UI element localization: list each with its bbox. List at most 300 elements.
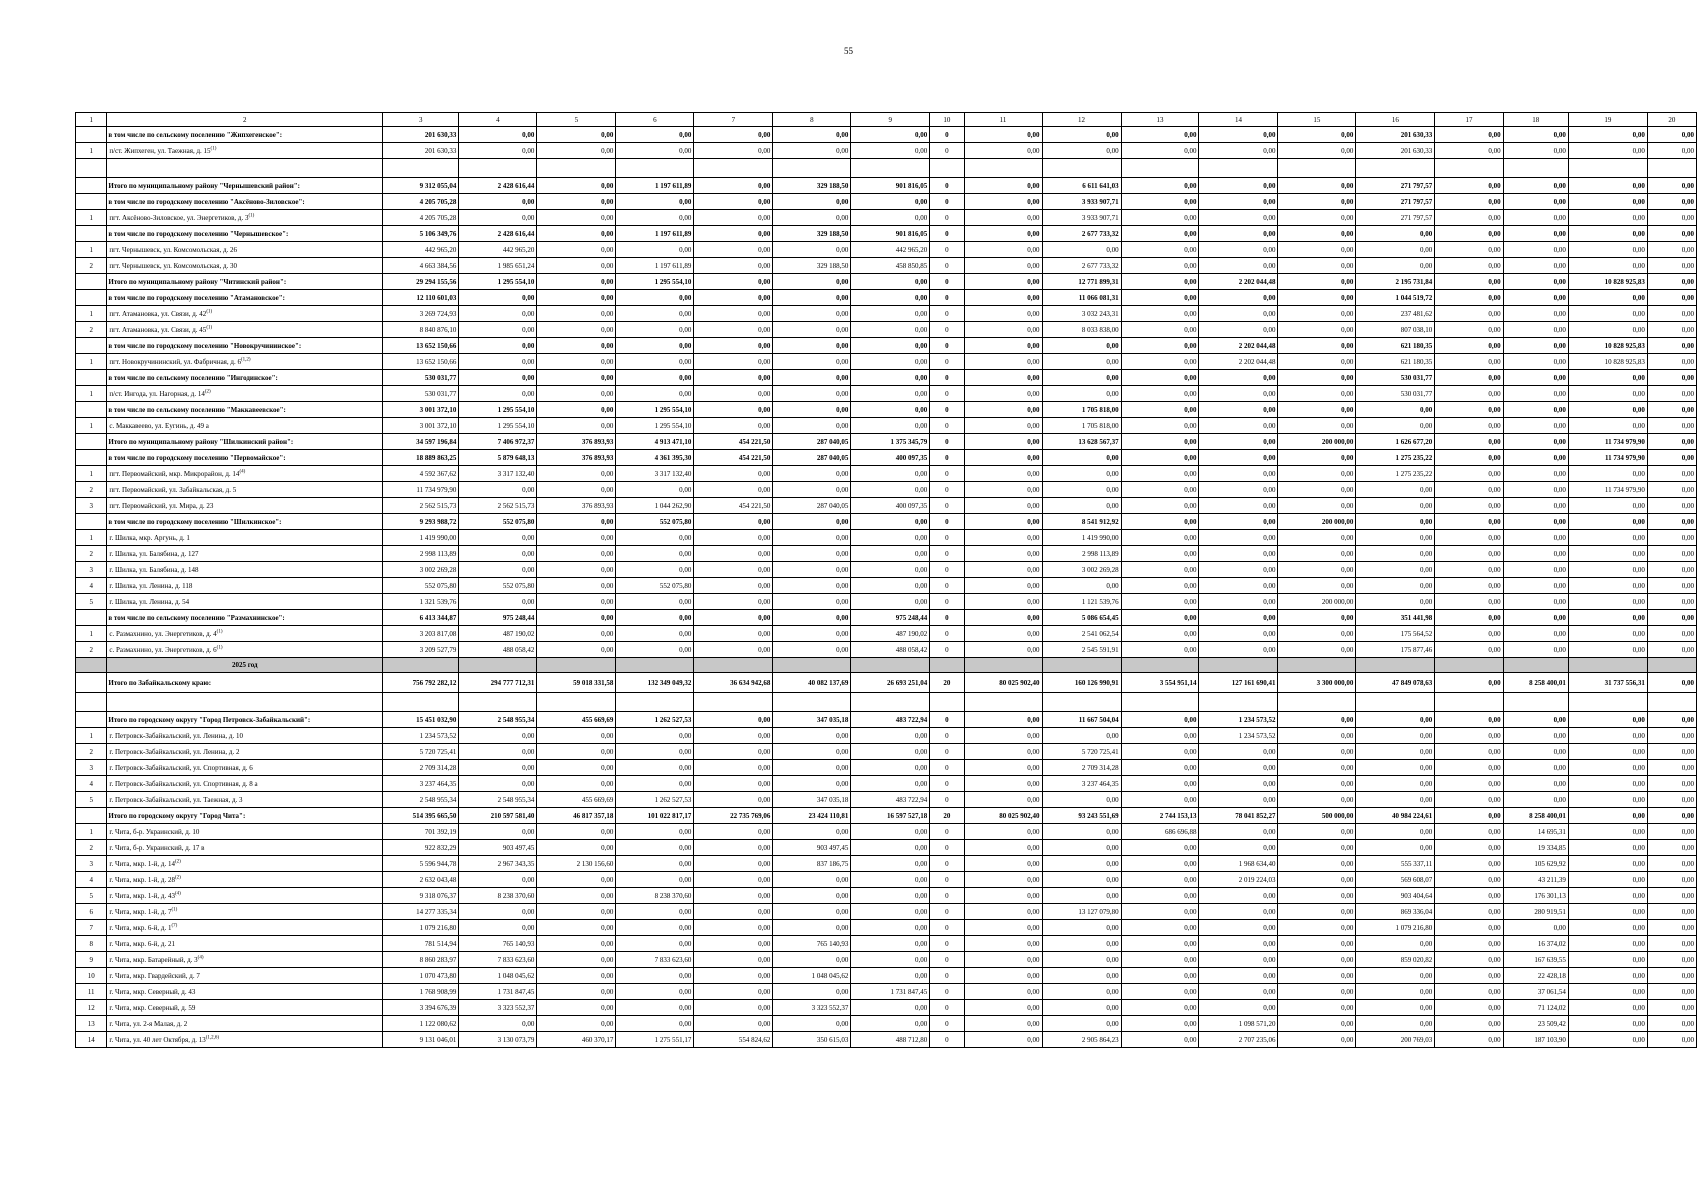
- value-cell: 0,00: [1503, 370, 1568, 386]
- column-header: 5: [537, 113, 616, 127]
- value-cell: 0,00: [1199, 776, 1278, 792]
- value-cell: 0: [930, 920, 964, 936]
- value-cell: 14 695,31: [1503, 824, 1568, 840]
- row-number: 1: [76, 306, 107, 322]
- value-cell: 0: [930, 354, 964, 370]
- value-cell: 1 121 539,76: [1042, 594, 1121, 610]
- value-cell: 0,00: [964, 514, 1042, 530]
- value-cell: 0,00: [1121, 434, 1199, 450]
- address-cell: [107, 466, 383, 482]
- value-cell: 0,00: [773, 546, 851, 562]
- value-cell: 0,00: [459, 482, 537, 498]
- value-cell: 0,00: [616, 984, 694, 1000]
- value-cell: 869 336,04: [1356, 904, 1435, 920]
- table-cell: [694, 658, 773, 673]
- value-cell: 0,00: [1568, 824, 1647, 840]
- value-cell: 0,00: [1435, 673, 1503, 693]
- value-cell: 0,00: [1042, 386, 1121, 402]
- value-cell: 0,00: [1199, 402, 1278, 418]
- value-cell: 0,00: [964, 1000, 1042, 1016]
- value-cell: 0,00: [1199, 418, 1278, 434]
- value-cell: 765 140,93: [773, 936, 851, 952]
- value-cell: 0,00: [773, 354, 851, 370]
- subtotal-row: [76, 610, 1697, 626]
- address-cell: Итого по муниципальному району "Читинский район":: [107, 274, 383, 290]
- value-cell: 1 705 818,00: [1042, 418, 1121, 434]
- value-cell: 0,00: [1503, 498, 1568, 514]
- value-cell: 0,00: [1278, 242, 1356, 258]
- value-cell: 0,00: [1199, 968, 1278, 984]
- value-cell: 8 258 400,01: [1503, 808, 1568, 824]
- value-cell: 0,00: [694, 194, 773, 210]
- value-cell: 488 058,42: [851, 642, 930, 658]
- value-cell: 0,00: [1278, 562, 1356, 578]
- value-cell: 0,00: [1042, 856, 1121, 872]
- value-cell: 0,00: [694, 792, 773, 808]
- value-cell: 0,00: [851, 856, 930, 872]
- value-cell: 903 404,64: [1356, 888, 1435, 904]
- value-cell: 26 693 251,04: [851, 673, 930, 693]
- value-cell: 0,00: [1278, 776, 1356, 792]
- value-cell: 59 018 331,58: [537, 673, 616, 693]
- table-row: [76, 760, 1697, 776]
- value-cell: 8 238 370,60: [459, 888, 537, 904]
- value-cell: 0,00: [694, 370, 773, 386]
- value-cell: 0,00: [1278, 888, 1356, 904]
- value-cell: 0,00: [1356, 840, 1435, 856]
- value-cell: 0,00: [1647, 226, 1696, 242]
- value-cell: 0,00: [851, 546, 930, 562]
- value-cell: 0,00: [1356, 594, 1435, 610]
- value-cell: 0,00: [1278, 872, 1356, 888]
- value-cell: 0,00: [1042, 968, 1121, 984]
- value-cell: 488 712,80: [851, 1032, 930, 1048]
- value-cell: 0,00: [1278, 610, 1356, 626]
- value-cell: 837 186,75: [773, 856, 851, 872]
- table-body: [76, 113, 1697, 1048]
- value-cell: 5 879 648,13: [459, 450, 537, 466]
- value-cell: 0,00: [1278, 274, 1356, 290]
- row-number: 11: [76, 984, 107, 1000]
- value-cell: 0,00: [964, 888, 1042, 904]
- value-cell: 0,00: [773, 610, 851, 626]
- value-cell: 0,00: [537, 728, 616, 744]
- address-cell: [107, 386, 383, 402]
- value-cell: 16 597 527,18: [851, 808, 930, 824]
- row-number: [76, 610, 107, 626]
- address-cell: г. Петровск-Забайкальский, ул. Ленина, д. 10: [107, 728, 383, 744]
- value-cell: 0,00: [1278, 466, 1356, 482]
- table-row: [76, 386, 1697, 402]
- value-cell: 0,00: [773, 290, 851, 306]
- value-cell: 0,00: [1199, 450, 1278, 466]
- value-cell: 0,00: [1199, 127, 1278, 143]
- value-cell: 0,00: [1199, 530, 1278, 546]
- value-cell: 0,00: [1356, 792, 1435, 808]
- value-cell: 8 033 838,00: [1042, 322, 1121, 338]
- value-cell: [1199, 159, 1278, 178]
- address-cell: Итого по муниципальному району "Чернышевский район":: [107, 178, 383, 194]
- value-cell: 3 317 132,40: [459, 466, 537, 482]
- value-cell: 287 040,05: [773, 434, 851, 450]
- value-cell: 0,00: [1435, 744, 1503, 760]
- value-cell: 0,00: [851, 210, 930, 226]
- value-cell: 0,00: [1647, 856, 1696, 872]
- value-cell: 0,00: [1199, 178, 1278, 194]
- value-cell: 0,00: [1568, 1032, 1647, 1048]
- value-cell: 0,00: [964, 840, 1042, 856]
- value-cell: 0,00: [1503, 402, 1568, 418]
- value-cell: 0,00: [537, 354, 616, 370]
- value-cell: 0,00: [851, 562, 930, 578]
- value-cell: 12 110 601,03: [383, 290, 459, 306]
- value-cell: 0: [930, 744, 964, 760]
- value-cell: 0,00: [1503, 226, 1568, 242]
- subtotal-row: [76, 712, 1697, 728]
- row-number: 12: [76, 1000, 107, 1016]
- value-cell: 0,00: [851, 402, 930, 418]
- row-number: 1: [76, 143, 107, 159]
- value-cell: 0,00: [773, 642, 851, 658]
- value-cell: 0,00: [459, 210, 537, 226]
- value-cell: 0: [930, 370, 964, 386]
- value-cell: 0,00: [1042, 143, 1121, 159]
- value-cell: 0,00: [1435, 904, 1503, 920]
- value-cell: 0,00: [1356, 776, 1435, 792]
- value-cell: 483 722,94: [851, 792, 930, 808]
- value-cell: 0,00: [1435, 546, 1503, 562]
- row-number: 1: [76, 242, 107, 258]
- value-cell: 1 197 611,89: [616, 258, 694, 274]
- address-cell: с. Маккавеево, ул. Еугинь, д. 49 а: [107, 418, 383, 434]
- value-cell: 23 509,42: [1503, 1016, 1568, 1032]
- value-cell: 488 058,42: [459, 642, 537, 658]
- value-cell: 0,00: [1435, 194, 1503, 210]
- value-cell: 0,00: [694, 904, 773, 920]
- value-cell: 0,00: [1647, 712, 1696, 728]
- value-cell: 0,00: [851, 936, 930, 952]
- value-cell: 0,00: [1121, 226, 1199, 242]
- value-cell: 0,00: [1568, 530, 1647, 546]
- value-cell: 0,00: [1647, 514, 1696, 530]
- value-cell: 0,00: [616, 968, 694, 984]
- value-cell: 3 209 527,79: [383, 642, 459, 658]
- value-cell: 0,00: [537, 594, 616, 610]
- value-cell: 0,00: [694, 258, 773, 274]
- value-cell: 40 082 137,69: [773, 673, 851, 693]
- value-cell: 0,00: [537, 824, 616, 840]
- value-cell: 0,00: [773, 594, 851, 610]
- row-number: 13: [76, 1016, 107, 1032]
- address-cell: г. Петровск-Забайкальский, ул. Спортивная, д. 6: [107, 760, 383, 776]
- value-cell: 0,00: [851, 290, 930, 306]
- value-cell: 0,00: [1042, 936, 1121, 952]
- value-cell: 0,00: [537, 578, 616, 594]
- value-cell: 0,00: [1042, 1016, 1121, 1032]
- value-cell: 0: [930, 466, 964, 482]
- value-cell: 0,00: [1356, 968, 1435, 984]
- table-row: [76, 952, 1697, 968]
- subtotal-row: [76, 370, 1697, 386]
- value-cell: 0,00: [537, 226, 616, 242]
- value-cell: 0,00: [1042, 888, 1121, 904]
- value-cell: 0,00: [1568, 258, 1647, 274]
- table-row: [76, 872, 1697, 888]
- value-cell: 0,00: [1503, 386, 1568, 402]
- value-cell: 0,00: [616, 904, 694, 920]
- table-cell: [1356, 658, 1435, 673]
- value-cell: 0,00: [694, 968, 773, 984]
- value-cell: 13 628 567,37: [1042, 434, 1121, 450]
- value-cell: 0,00: [459, 776, 537, 792]
- value-cell: 0,00: [1278, 968, 1356, 984]
- table-cell: [930, 658, 964, 673]
- value-cell: 2 744 153,13: [1121, 808, 1199, 824]
- row-number: [76, 434, 107, 450]
- row-number: [76, 514, 107, 530]
- value-cell: 0,00: [1647, 610, 1696, 626]
- value-cell: 2 967 343,35: [459, 856, 537, 872]
- value-cell: 1 626 677,20: [1356, 434, 1435, 450]
- table-row: [76, 258, 1697, 274]
- address-cell: г. Чита, мкр. 6-й, д. 21: [107, 936, 383, 952]
- value-cell: 0,00: [537, 904, 616, 920]
- footnote-ref: (1): [171, 907, 178, 913]
- value-cell: 0,00: [459, 594, 537, 610]
- value-cell: 0,00: [537, 546, 616, 562]
- value-cell: 0,00: [1647, 744, 1696, 760]
- value-cell: 552 075,80: [616, 578, 694, 594]
- value-cell: 0,00: [537, 338, 616, 354]
- value-cell: 0,00: [1121, 386, 1199, 402]
- value-cell: 0,00: [964, 434, 1042, 450]
- value-cell: 552 075,80: [383, 578, 459, 594]
- value-cell: 0,00: [1647, 450, 1696, 466]
- value-cell: [616, 693, 694, 712]
- value-cell: 0,00: [1568, 402, 1647, 418]
- value-cell: 0,00: [1503, 578, 1568, 594]
- row-number: 5: [76, 888, 107, 904]
- value-cell: 0,00: [1435, 642, 1503, 658]
- value-cell: 2 562 515,73: [459, 498, 537, 514]
- value-cell: 0,00: [1042, 354, 1121, 370]
- value-cell: 0,00: [1121, 322, 1199, 338]
- value-cell: 0,00: [1647, 824, 1696, 840]
- value-cell: 455 669,69: [537, 792, 616, 808]
- address-text: г. Чита, мкр. Батарейный, д. 3: [109, 955, 198, 964]
- value-cell: 0,00: [1647, 178, 1696, 194]
- value-cell: 0,00: [1278, 194, 1356, 210]
- table-row: [76, 904, 1697, 920]
- value-cell: 0,00: [851, 386, 930, 402]
- value-cell: 0: [930, 952, 964, 968]
- value-cell: 0,00: [1568, 562, 1647, 578]
- value-cell: 0,00: [1568, 610, 1647, 626]
- value-cell: 807 038,10: [1356, 322, 1435, 338]
- value-cell: 0,00: [1121, 952, 1199, 968]
- value-cell: 1 262 527,53: [616, 712, 694, 728]
- value-cell: 0,00: [1647, 354, 1696, 370]
- value-cell: 22 428,18: [1503, 968, 1568, 984]
- value-cell: 0,00: [1199, 984, 1278, 1000]
- footnote-ref: (2): [204, 389, 211, 395]
- value-cell: 0,00: [1647, 466, 1696, 482]
- value-cell: 0,00: [1647, 306, 1696, 322]
- row-number: 3: [76, 856, 107, 872]
- value-cell: 0,00: [1435, 1032, 1503, 1048]
- value-cell: 1 197 611,89: [616, 178, 694, 194]
- value-cell: 0,00: [851, 306, 930, 322]
- value-cell: 0,00: [459, 338, 537, 354]
- value-cell: 0,00: [1435, 936, 1503, 952]
- value-cell: 0,00: [694, 530, 773, 546]
- value-cell: 0,00: [851, 968, 930, 984]
- value-cell: 0,00: [694, 920, 773, 936]
- subtotal-row: [76, 338, 1697, 354]
- row-number: 1: [76, 386, 107, 402]
- value-cell: 0,00: [964, 712, 1042, 728]
- value-cell: 0,00: [964, 338, 1042, 354]
- value-cell: 0,00: [1435, 856, 1503, 872]
- value-cell: 0,00: [1199, 840, 1278, 856]
- value-cell: 8 860 283,97: [383, 952, 459, 968]
- value-cell: 15 451 032,90: [383, 712, 459, 728]
- value-cell: 0,00: [1042, 1000, 1121, 1016]
- value-cell: 0,00: [851, 744, 930, 760]
- value-cell: 0,00: [1278, 712, 1356, 728]
- value-cell: 0,00: [1435, 578, 1503, 594]
- table-row: [76, 920, 1697, 936]
- address-cell: [107, 626, 383, 642]
- value-cell: 0,00: [1503, 338, 1568, 354]
- value-cell: 2 709 314,28: [383, 760, 459, 776]
- value-cell: 0,00: [1503, 194, 1568, 210]
- value-cell: [851, 693, 930, 712]
- table-row: [76, 642, 1697, 658]
- table-row: [76, 306, 1697, 322]
- value-cell: 0,00: [1435, 808, 1503, 824]
- address-cell: в том числе по городскому поселению "Атамановское":: [107, 290, 383, 306]
- subtotal-row: [76, 450, 1697, 466]
- value-cell: 0,00: [1278, 143, 1356, 159]
- value-cell: 0,00: [1278, 760, 1356, 776]
- value-cell: 4 205 705,28: [383, 194, 459, 210]
- value-cell: 2 545 591,91: [1042, 642, 1121, 658]
- value-cell: 8 840 876,10: [383, 322, 459, 338]
- value-cell: 0,00: [964, 194, 1042, 210]
- value-cell: 0,00: [537, 418, 616, 434]
- value-cell: 0,00: [1435, 760, 1503, 776]
- value-cell: 0,00: [537, 562, 616, 578]
- value-cell: 0,00: [851, 840, 930, 856]
- value-cell: 0,00: [1568, 936, 1647, 952]
- value-cell: 0,00: [773, 530, 851, 546]
- value-cell: 0,00: [1647, 642, 1696, 658]
- value-cell: 0,00: [537, 242, 616, 258]
- value-cell: 0,00: [1568, 792, 1647, 808]
- value-cell: 0,00: [694, 1016, 773, 1032]
- table-row: [76, 840, 1697, 856]
- value-cell: 0,00: [1278, 354, 1356, 370]
- value-cell: 0,00: [1435, 594, 1503, 610]
- value-cell: 0,00: [773, 338, 851, 354]
- table-row: [76, 546, 1697, 562]
- value-cell: 0,00: [1435, 370, 1503, 386]
- column-header: 18: [1503, 113, 1568, 127]
- value-cell: 0,00: [1278, 936, 1356, 952]
- value-cell: 294 777 712,31: [459, 673, 537, 693]
- value-cell: 0,00: [1042, 338, 1121, 354]
- value-cell: 37 061,54: [1503, 984, 1568, 1000]
- value-cell: 329 188,50: [773, 258, 851, 274]
- value-cell: 1 275 551,17: [616, 1032, 694, 1048]
- value-cell: 0,00: [1121, 258, 1199, 274]
- value-cell: 0,00: [1278, 920, 1356, 936]
- value-cell: 1 262 527,53: [616, 792, 694, 808]
- value-cell: 187 103,90: [1503, 1032, 1568, 1048]
- value-cell: 400 097,35: [851, 498, 930, 514]
- address-cell: Итого по городскому округу "Город Петровск-Забайкальский":: [107, 712, 383, 728]
- value-cell: 2 019 224,03: [1199, 872, 1278, 888]
- value-cell: 0,00: [1503, 290, 1568, 306]
- value-cell: 0,00: [1503, 306, 1568, 322]
- address-text: п/ст. Ингода, ул. Нагорная, д. 14: [109, 389, 205, 398]
- value-cell: 0: [930, 578, 964, 594]
- value-cell: 0,00: [459, 760, 537, 776]
- value-cell: 8 238 370,60: [616, 888, 694, 904]
- address-cell: г. Шилка, ул. Балябина, д. 148: [107, 562, 383, 578]
- address-cell: пгт. Чернышевск, ул. Комсомольская, д. 26: [107, 242, 383, 258]
- value-cell: 454 221,50: [694, 434, 773, 450]
- value-cell: 0,00: [694, 178, 773, 194]
- value-cell: 756 792 282,12: [383, 673, 459, 693]
- row-number: [76, 127, 107, 143]
- value-cell: 1 098 571,20: [1199, 1016, 1278, 1032]
- value-cell: 0,00: [1121, 984, 1199, 1000]
- value-cell: 0,00: [773, 1016, 851, 1032]
- value-cell: 454 221,50: [694, 450, 773, 466]
- value-cell: 0,00: [1647, 594, 1696, 610]
- column-header: 13: [1121, 113, 1199, 127]
- value-cell: 0,00: [1435, 354, 1503, 370]
- footnote-ref: (4): [239, 469, 246, 475]
- value-cell: 0,00: [1278, 840, 1356, 856]
- value-cell: 1 044 519,72: [1356, 290, 1435, 306]
- value-cell: 0,00: [964, 952, 1042, 968]
- value-cell: 0,00: [1435, 127, 1503, 143]
- address-text: пгт. Атамановка, ул. Связи, д. 42: [109, 309, 207, 318]
- value-cell: 80 025 902,40: [964, 808, 1042, 824]
- value-cell: 0,00: [537, 194, 616, 210]
- value-cell: 0,00: [1199, 642, 1278, 658]
- value-cell: 0,00: [1435, 226, 1503, 242]
- value-cell: 0: [930, 242, 964, 258]
- value-cell: 0,00: [964, 290, 1042, 306]
- value-cell: 1 048 045,62: [459, 968, 537, 984]
- value-cell: 0,00: [1568, 290, 1647, 306]
- value-cell: 0,00: [537, 642, 616, 658]
- value-cell: 0,00: [1435, 418, 1503, 434]
- value-cell: 0,00: [1121, 127, 1199, 143]
- value-cell: 201 630,33: [1356, 127, 1435, 143]
- address-cell: г. Чита, ул. 2-я Малая, д. 2: [107, 1016, 383, 1032]
- value-cell: 0,00: [1199, 258, 1278, 274]
- value-cell: 0,00: [694, 642, 773, 658]
- value-cell: 0,00: [459, 370, 537, 386]
- row-number: 2: [76, 322, 107, 338]
- value-cell: 0,00: [1568, 642, 1647, 658]
- value-cell: 0,00: [616, 936, 694, 952]
